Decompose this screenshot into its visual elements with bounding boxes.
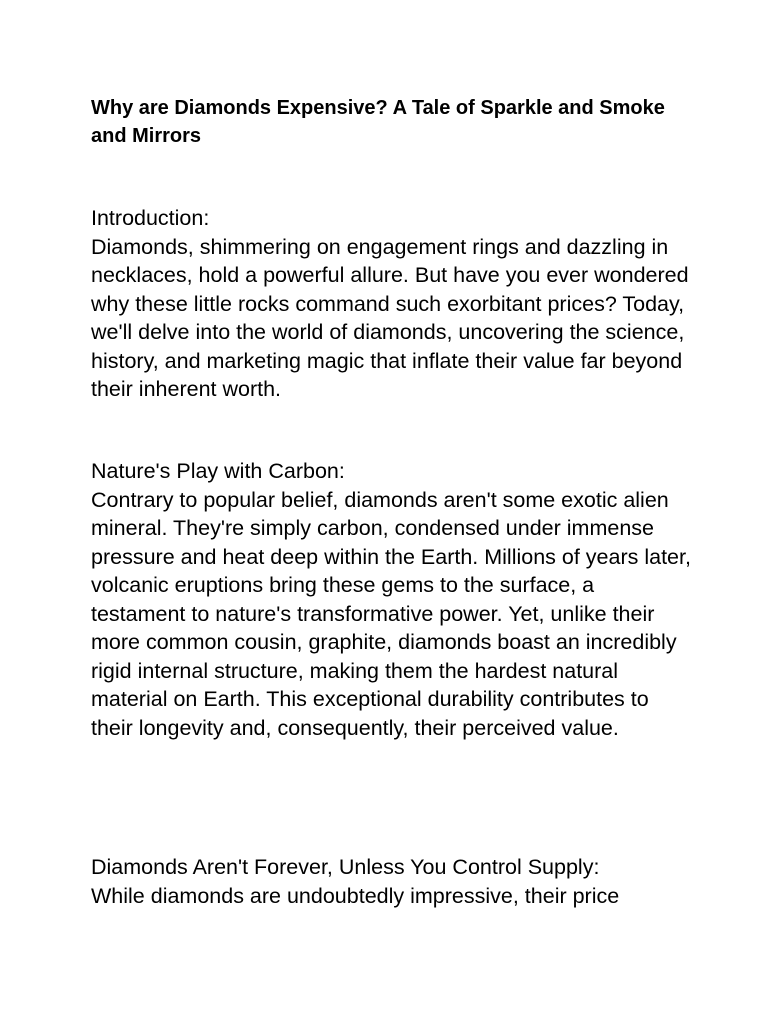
section-body: Contrary to popular belief, diamonds aren't some exotic alien mineral. They're simply carbon, condensed under immense pressure and heat deep within the Earth. Millions of years later, volcanic eruptions bring these gems to the surface, a testament to nature's transformative power. Yet, unlike their more common cousin, graphite, diamonds boast an incredibly rigid internal structure, making them the hardest natural material on Earth. This exceptional durability contributes to their longevity and, consequently, their perceived value.: [91, 487, 691, 740]
section-heading: Nature's Play with Carbon:: [91, 459, 345, 483]
section-heading: Diamonds Aren't Forever, Unless You Control Supply:: [91, 855, 600, 879]
document-title: Why are Diamonds Expensive? A Tale of Sparkle and Smoke and Mirrors: [91, 97, 665, 147]
section-introduction: [91, 204, 691, 404]
section-control-supply: [91, 853, 691, 910]
section-body: While diamonds are undoubtedly impressive, their price: [91, 883, 620, 908]
section-heading: Introduction:: [91, 206, 210, 230]
section-body: Diamonds, shimmering on engagement rings and dazzling in necklaces, hold a powerful allure. But have you ever wondered why these little rocks command such exorbitant prices? Today, we'll delve into the world of diamonds, uncovering the science, history, and marketing magic that inflate their value far beyond their inherent worth.: [91, 234, 689, 401]
section-natures-play-with-carbon: [91, 457, 691, 742]
